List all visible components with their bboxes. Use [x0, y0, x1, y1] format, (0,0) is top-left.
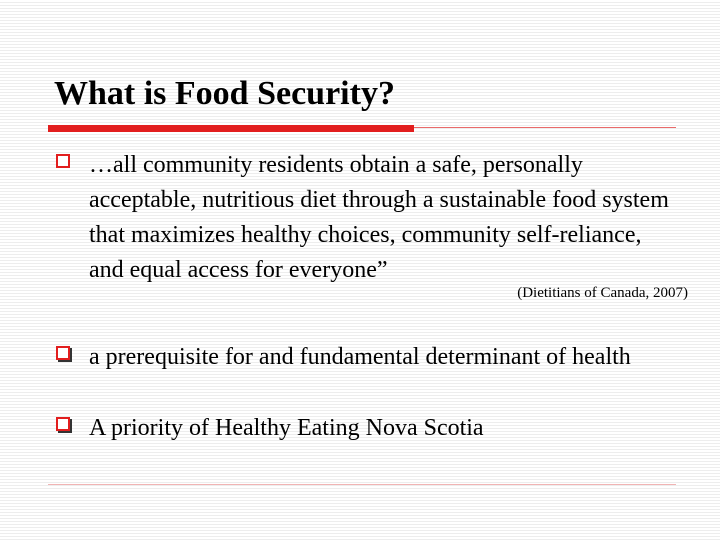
- citation: (Dietitians of Canada, 2007): [517, 285, 688, 301]
- bullet-item-definition: [54, 148, 676, 288]
- bullet-item-priority: [54, 411, 676, 446]
- bullet-text: a prerequisite for and fundamental determinant of health: [89, 344, 631, 370]
- footer-divider: [48, 484, 676, 485]
- hollow-square-bullet-icon: [56, 154, 70, 168]
- bullet-text: …all community residents obtain a safe, personally acceptable, nutritious diet through a sustainable food system that maximizes healthy choices, community self-reliance, and equal access for everyone”: [89, 152, 669, 283]
- title-underline-thin: [414, 127, 676, 128]
- slide-title: What is Food Security?: [54, 75, 395, 112]
- bullet-text: A priority of Healthy Eating Nova Scotia: [89, 415, 484, 441]
- title-underline-accent: [48, 125, 414, 132]
- shadowed-square-bullet-icon: [56, 417, 70, 431]
- shadowed-square-bullet-icon: [56, 346, 70, 360]
- bullet-item-prerequisite: [54, 340, 676, 375]
